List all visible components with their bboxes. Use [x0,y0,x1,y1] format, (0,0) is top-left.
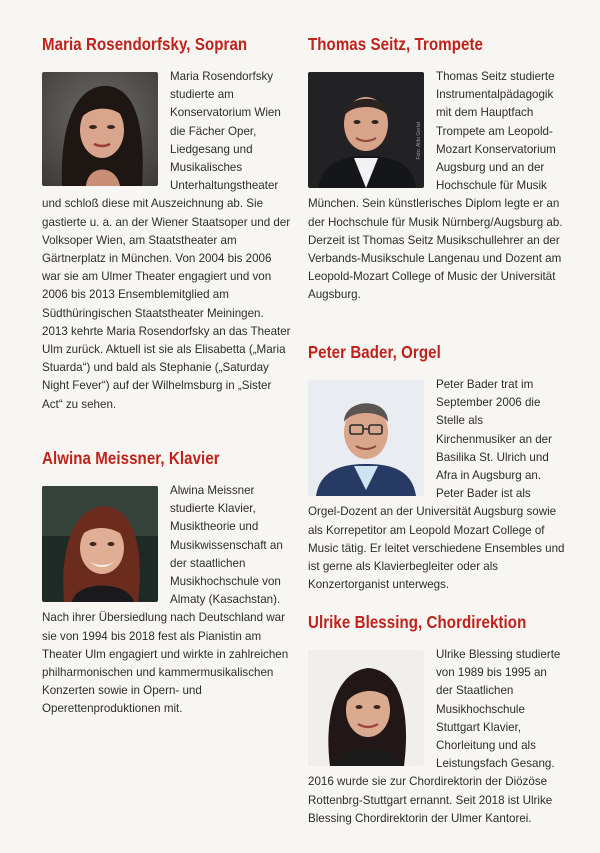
portrait-photo-maria-rosendorfsky [42,72,158,186]
bio-name: Ulrike Blessing, Chordirektion [308,612,527,632]
bio-thomas-seitz [308,34,566,324]
bio-text: Thomas Seitz studierte Instrumentalpädagogik mit dem Hauptfach Trompete am Leopold-Mozart Konservatorium Augsburg und an der Hochschule für Musik München. Sein künstlerisches Diplom legte er an der Hochschule für Musik Nürnberg/Augsburg ab. Derzeit ist Thomas Seitz Musikschullehrer an der Verbands-Musikschule Langenau und Dozent am Leopold-Mozart College of Music der Universität Augsburg. [308,70,563,302]
portrait-photo-peter-bader [308,380,424,496]
bio-alwina-meissner [42,448,292,748]
bio-text: Ulrike Blessing studierte von 1989 bis 1995 an der Staatlichen Musikhochschule Stuttgart Klavier, Chorleitung und als Leistungsfach Gesang. 2016 wurde sie zur Chordirektorin der Diözöse Rottenbrg-Stuttgart ernannt. Seit 2018 ist Ulrike Blessing Chordirektorin der Ulmer Kantorei. [308,648,561,825]
bio-text: Peter Bader trat im September 2006 die Stelle als Kirchenmusiker an der Basilika St. Ulrich und Afra in Augsburg an. Peter Bader ist als Orgel-Dozent an der Universität Augsburg sowie als Korrepetitor am Leopold Mozart College of Music tätig. Er leitet verschiedene Ensembles und ist gerne als Klavierbegleiter oder als Konzertorganist unterwegs. [308,378,565,592]
bio-body [42,482,292,719]
bio-body [308,68,566,305]
bio-name: Thomas Seitz, Trompete [308,34,484,54]
bio-name: Alwina Meissner, Klavier [42,448,220,468]
bio-ulrike-blessing [308,612,566,842]
portrait-photo-alwina-meissner [42,486,158,602]
photo-credit: Foto: Aldo Gerlat [416,122,422,160]
bio-peter-bader [308,342,566,592]
portrait-photo-ulrike-blessing [308,650,424,766]
bio-name: Maria Rosendorfsky, Sopran [42,34,248,54]
bio-body [308,646,566,828]
bio-text: Maria Rosendorfsky studierte am Konservatorium Wien die Fächer Oper, Liedgesang und Musikalisches Unterhaltungstheater und schloß diese mit Auszeichnung ab. Sie gastierte u. a. an der Wiener Staatsoper und der Volksoper Wien, am Staatstheater am Gärtnerplatz in München. Von 2004 bis 2006 war sie am Ulmer Theater engagiert und von 2006 bis 2013 Ensemblemitglied am Südthüringischen Staatstheater Meiningen. 2013 kehrte Maria Rosendorfsky an das Theater Ulm zurück. Aktuell ist sie als Elisabetta („Maria Stuarda“) und bald als Stephanie („Saturday Night Fever“) auf der Wilhelmsburg in „Sister Act“ zu sehen. [42,70,291,411]
bio-body [42,68,292,414]
bio-text: Alwina Meissner studierte Klavier, Musiktheorie und Musikwissenschaft an der staatlichen Musikhochschule von Almaty (Kasachstan). Nach ihrer Übersiedlung nach Deutschland war sie von 1994 bis 2018 fest als Pianistin am Theater Ulm engagiert und wirkte in zahlreichen philharmonischen und kammermusikalischen Konzerten sowie in Opern- und Operettenproduktionen mit. [42,484,289,716]
bio-name: Peter Bader, Orgel [308,342,441,362]
portrait-photo-thomas-seitz [308,72,424,188]
bio-body [308,376,566,594]
bio-maria-rosendorfsky [42,34,292,419]
